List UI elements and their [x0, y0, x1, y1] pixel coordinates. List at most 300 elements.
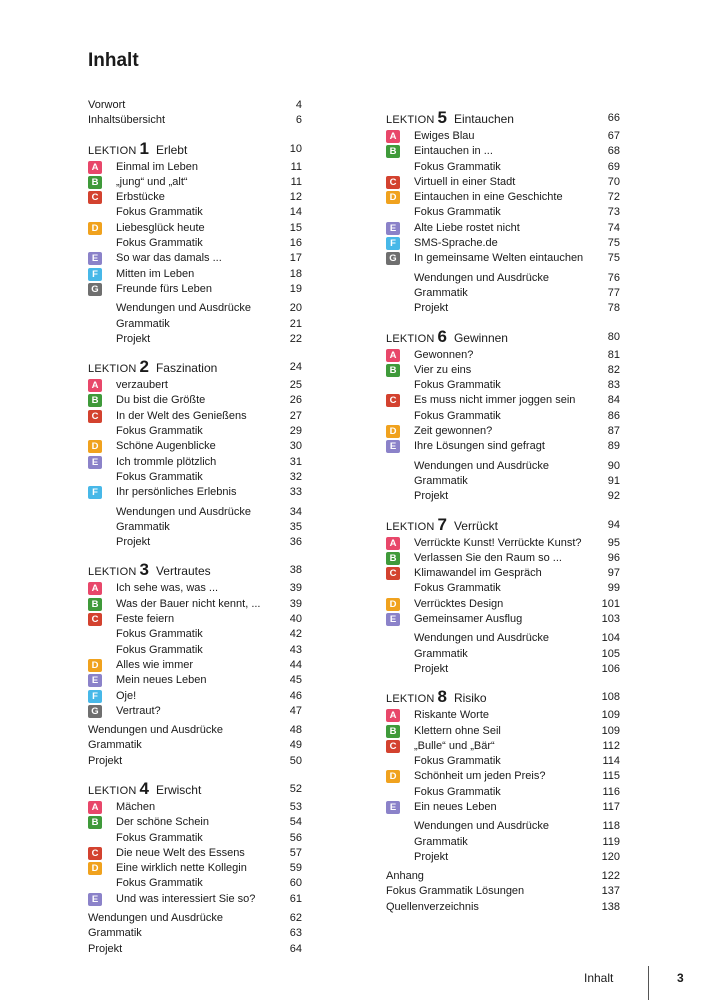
- entry-title: Vorwort: [88, 99, 126, 111]
- section-badge: A: [386, 130, 400, 143]
- toc-right-column: [386, 98, 620, 915]
- page-number: 17: [289, 252, 302, 265]
- toc-entry[interactable]: [88, 160, 302, 175]
- page-number: 67: [607, 130, 620, 142]
- toc-entry[interactable]: [88, 581, 302, 596]
- toc-entry[interactable]: [88, 704, 302, 719]
- toc-entry[interactable]: [386, 884, 620, 899]
- entry-title: Projekt: [414, 302, 449, 315]
- lesson-label: LEKTION: [88, 566, 137, 579]
- toc-entry[interactable]: [88, 892, 302, 907]
- page-number: 24: [289, 361, 302, 374]
- toc-entry[interactable]: [88, 658, 302, 673]
- section-badge: B: [88, 176, 102, 189]
- page-number: 22: [289, 332, 302, 345]
- section-badge: G: [386, 252, 400, 265]
- section-badge: B: [88, 816, 102, 829]
- section-badge: E: [88, 252, 102, 265]
- page-number: 109: [601, 724, 620, 737]
- toc-entry[interactable]: [88, 926, 302, 941]
- page-number: 47: [289, 704, 302, 717]
- lesson-title: Vertrautes: [155, 564, 211, 579]
- entry-title: Vertraut?: [116, 704, 161, 717]
- toc-entry[interactable]: [88, 190, 302, 205]
- page-number: 74: [607, 221, 620, 234]
- toc-entry[interactable]: [88, 378, 302, 393]
- entry-title: Ich sehe was, was ...: [116, 582, 219, 595]
- entry-title: Die neue Welt des Essens: [116, 846, 245, 859]
- toc-entry[interactable]: [88, 98, 302, 113]
- toc-entry[interactable]: [386, 251, 620, 266]
- toc-entry[interactable]: [88, 800, 302, 815]
- page-number: 99: [607, 582, 620, 595]
- entry-title: So war das damals ...: [116, 252, 222, 265]
- toc-entry[interactable]: [88, 175, 302, 190]
- page-number: 33: [289, 486, 302, 499]
- section-badge: F: [88, 486, 102, 499]
- entry-title: Liebesglück heute: [116, 221, 205, 234]
- section-badge: E: [386, 222, 400, 235]
- toc-entry[interactable]: [386, 708, 620, 723]
- page-number: 117: [602, 800, 620, 813]
- page-number: 75: [607, 237, 620, 250]
- entry-title: Fokus Grammatik Lösungen: [386, 885, 525, 898]
- entry-title: Projekt: [88, 754, 123, 767]
- entry-title: Ein neues Leben: [414, 800, 497, 813]
- lesson-number: 5: [437, 108, 447, 127]
- lesson-label: LEKTION: [386, 114, 435, 126]
- page-number: 82: [607, 363, 620, 376]
- entry-title: Eintauchen in eine Geschichte: [414, 191, 563, 204]
- lesson-number: 6: [437, 326, 447, 346]
- toc-entry[interactable]: [386, 190, 620, 205]
- entry-title: Gemeinsamer Ausflug: [414, 613, 523, 626]
- entry-title: Klimawandel im Gespräch: [414, 567, 542, 580]
- entry-title: Mächen: [116, 800, 156, 813]
- toc-entry[interactable]: [88, 627, 302, 642]
- toc-entry[interactable]: [386, 566, 620, 581]
- toc-entry[interactable]: [88, 205, 302, 220]
- entry-title: SMS-Sprache.de: [414, 237, 498, 250]
- page-number: 30: [289, 440, 302, 453]
- page-number: 43: [289, 643, 302, 656]
- entry-title: Fokus Grammatik: [116, 470, 203, 483]
- entry-title: Fokus Grammatik: [414, 755, 501, 768]
- section-badge: E: [88, 456, 102, 469]
- page-number: 87: [607, 425, 620, 438]
- toc-entry[interactable]: [386, 739, 620, 754]
- page-number: 116: [602, 785, 620, 798]
- page-number: 90: [607, 459, 620, 472]
- page-number: 52: [289, 782, 302, 795]
- page-number: 21: [289, 317, 302, 330]
- section-badge: C: [88, 410, 102, 423]
- page-number: 70: [607, 175, 620, 188]
- toc-entry[interactable]: [88, 409, 302, 424]
- toc-entry[interactable]: [88, 301, 302, 316]
- page-number: 108: [601, 691, 620, 704]
- toc-entry[interactable]: [386, 175, 620, 190]
- toc-entry[interactable]: [88, 754, 302, 769]
- entry-title: Grammatik: [414, 474, 468, 487]
- entry-title: Grammatik: [116, 317, 170, 330]
- page-number: 91: [607, 474, 620, 487]
- toc-entry[interactable]: [386, 129, 620, 144]
- entry-title: Schöne Augenblicke: [116, 440, 216, 453]
- entry-title: Grammatik: [414, 286, 468, 299]
- section-badge: D: [386, 770, 400, 783]
- entry-title: Ewiges Blau: [414, 130, 475, 142]
- entry-title: Grammatik: [414, 835, 468, 848]
- page-number: 92: [607, 490, 620, 503]
- toc-entry[interactable]: [88, 876, 302, 891]
- section-badge: D: [386, 598, 400, 611]
- lesson-label: LEKTION: [386, 332, 435, 345]
- page-number: 49: [289, 739, 302, 752]
- toc-entry[interactable]: [386, 900, 620, 915]
- toc-entry[interactable]: [88, 738, 302, 753]
- page-number: 12: [289, 191, 302, 204]
- entry-title: Projekt: [414, 850, 449, 863]
- section-badge: B: [386, 364, 400, 377]
- page-number: 137: [601, 885, 620, 898]
- entry-title: Fokus Grammatik: [414, 160, 501, 173]
- section-badge: A: [88, 582, 102, 595]
- entry-title: Wendungen und Ausdrücke: [116, 302, 251, 315]
- page-number: 120: [601, 850, 620, 863]
- section-badge: F: [88, 690, 102, 703]
- page-number: 63: [289, 927, 302, 940]
- page-number: 95: [607, 536, 620, 549]
- entry-title: Verlassen Sie den Raum so ...: [414, 551, 562, 564]
- section-badge: A: [386, 537, 400, 550]
- toc-entry[interactable]: [386, 301, 620, 316]
- page-number: 35: [289, 520, 302, 533]
- toc-entry[interactable]: [386, 724, 620, 739]
- footer-label: Inhalt: [584, 971, 614, 985]
- toc-entry[interactable]: [88, 221, 302, 236]
- toc-entry[interactable]: [88, 251, 302, 266]
- entry-title: „Bulle“ und „Bär“: [414, 739, 495, 752]
- toc-entry[interactable]: [386, 819, 620, 834]
- toc-entry[interactable]: [88, 485, 302, 500]
- toc-entry[interactable]: [386, 581, 620, 596]
- toc-entry[interactable]: [386, 662, 620, 677]
- page-number: 64: [289, 942, 302, 955]
- page-number: 97: [607, 567, 620, 580]
- lesson-heading[interactable]: [88, 778, 302, 800]
- section-badge: C: [386, 567, 400, 580]
- entry-title: Wendungen und Ausdrücke: [414, 271, 549, 284]
- toc-entry[interactable]: [88, 236, 302, 251]
- entry-title: Verrückte Kunst! Verrückte Kunst?: [414, 536, 582, 549]
- toc-entry[interactable]: [386, 536, 620, 551]
- section-badge: B: [88, 394, 102, 407]
- lesson-heading[interactable]: [386, 514, 620, 536]
- page-number: 94: [607, 518, 620, 531]
- section-badge: A: [386, 349, 400, 362]
- toc-entry[interactable]: [88, 424, 302, 439]
- section-badge: C: [386, 740, 400, 753]
- toc-entry[interactable]: [386, 869, 620, 884]
- section-badge: C: [386, 176, 400, 189]
- lesson-label: LEKTION: [88, 363, 137, 376]
- lesson-heading[interactable]: [88, 138, 302, 160]
- entry-title: Wendungen und Ausdrücke: [88, 912, 223, 925]
- section-badge: D: [88, 659, 102, 672]
- section-badge: A: [88, 379, 102, 392]
- page-number: 105: [601, 647, 620, 660]
- entry-title: Mein neues Leben: [116, 674, 207, 687]
- section-badge: E: [386, 440, 400, 453]
- section-badge: A: [88, 801, 102, 814]
- page-number: 31: [289, 455, 302, 468]
- page-number: 138: [601, 900, 620, 913]
- entry-title: Fokus Grammatik: [414, 785, 501, 798]
- toc-entry[interactable]: [386, 144, 620, 159]
- entry-title: In gemeinsame Welten eintauchen: [414, 252, 584, 265]
- page-number: 61: [289, 892, 302, 905]
- section-badge: E: [88, 893, 102, 906]
- lesson-title: Erwischt: [155, 782, 202, 797]
- page-number: 38: [289, 564, 302, 577]
- entry-title: Fokus Grammatik: [414, 379, 501, 392]
- lesson-label: LEKTION: [88, 144, 137, 157]
- entry-title: Einmal im Leben: [116, 160, 198, 173]
- toc-entry[interactable]: [386, 271, 620, 286]
- page-number: 76: [607, 271, 620, 284]
- entry-title: Fokus Grammatik: [116, 206, 203, 219]
- entry-title: Alte Liebe rostet nicht: [414, 221, 520, 234]
- page-number: 77: [607, 286, 620, 299]
- entry-title: Verrücktes Design: [414, 597, 504, 610]
- toc-entry[interactable]: [88, 113, 302, 128]
- lesson-title: Eintauchen: [453, 112, 514, 126]
- toc-entry[interactable]: [386, 286, 620, 301]
- entry-title: Wendungen und Ausdrücke: [414, 820, 549, 833]
- page-number: 96: [607, 551, 620, 564]
- toc-entry[interactable]: [386, 769, 620, 784]
- page-number: 44: [289, 658, 302, 671]
- page-number: 78: [607, 302, 620, 315]
- toc-entry[interactable]: [88, 317, 302, 332]
- page-number: 11: [290, 175, 302, 188]
- section-badge: A: [88, 161, 102, 174]
- entry-title: Es muss nicht immer joggen sein: [414, 394, 576, 407]
- page-number: 81: [607, 348, 620, 361]
- section-badge: D: [88, 222, 102, 235]
- footer-divider: [648, 966, 649, 1000]
- section-badge: D: [386, 425, 400, 438]
- toc-entry[interactable]: [386, 439, 620, 454]
- toc-entry[interactable]: [386, 551, 620, 566]
- page-number: 57: [289, 846, 302, 859]
- page-number: 62: [289, 912, 302, 925]
- toc-entry[interactable]: [386, 424, 620, 439]
- page-number: 26: [289, 394, 302, 407]
- section-badge: D: [88, 862, 102, 875]
- toc-entry[interactable]: [386, 236, 620, 251]
- page-number: 36: [289, 536, 302, 549]
- toc-entry[interactable]: [88, 282, 302, 297]
- page-number: 69: [607, 160, 620, 173]
- toc-entry[interactable]: [88, 535, 302, 550]
- toc-entry[interactable]: [386, 800, 620, 815]
- toc-entry[interactable]: [386, 205, 620, 220]
- page-number: 45: [289, 674, 302, 687]
- toc-entry[interactable]: [88, 846, 302, 861]
- page-number: 39: [289, 597, 302, 610]
- entry-title: Projekt: [414, 490, 449, 503]
- page-number: 75: [607, 252, 620, 265]
- toc-entry[interactable]: [88, 942, 302, 957]
- page-number: 83: [607, 379, 620, 392]
- page-number: 54: [289, 816, 302, 829]
- lesson-heading[interactable]: [88, 356, 302, 378]
- section-badge: B: [88, 598, 102, 611]
- toc-entry[interactable]: [88, 673, 302, 688]
- entry-title: Projekt: [414, 662, 449, 675]
- toc-entry[interactable]: [386, 850, 620, 865]
- toc-entry[interactable]: [88, 439, 302, 454]
- entry-title: Was der Bauer nicht kennt, ...: [116, 597, 261, 610]
- lesson-label: LEKTION: [88, 784, 137, 797]
- lesson-title: Faszination: [155, 361, 218, 376]
- lesson-label: LEKTION: [386, 693, 435, 706]
- toc-entry[interactable]: [386, 754, 620, 769]
- page-number: 115: [602, 770, 620, 783]
- entry-title: Freunde fürs Leben: [116, 282, 213, 295]
- section-badge: E: [386, 801, 400, 814]
- section-badge: F: [386, 237, 400, 250]
- page-number: 27: [289, 409, 302, 422]
- entry-title: Wendungen und Ausdrücke: [116, 505, 251, 518]
- toc-entry[interactable]: [386, 348, 620, 363]
- toc-entry[interactable]: [386, 489, 620, 504]
- toc-entry[interactable]: [386, 785, 620, 800]
- entry-title: Du bist die Größte: [116, 394, 206, 407]
- section-badge: B: [386, 145, 400, 158]
- page-number: 112: [602, 739, 620, 752]
- entry-title: Eintauchen in ...: [414, 145, 493, 158]
- entry-title: Klettern ohne Seil: [414, 724, 501, 737]
- page-number: 86: [607, 409, 620, 422]
- toc-entry[interactable]: [88, 267, 302, 282]
- toc-entry[interactable]: [386, 221, 620, 236]
- entry-title: Fokus Grammatik: [116, 643, 203, 656]
- lesson-number: 2: [139, 357, 149, 377]
- entry-title: Mitten im Leben: [116, 267, 195, 280]
- lesson-number: 8: [437, 687, 447, 707]
- toc-entry[interactable]: [386, 647, 620, 662]
- lesson-heading[interactable]: [386, 686, 620, 708]
- toc-entry[interactable]: [386, 363, 620, 378]
- toc-entry[interactable]: [386, 612, 620, 627]
- section-badge: A: [386, 709, 400, 722]
- toc-entry[interactable]: [386, 459, 620, 474]
- toc-entry[interactable]: [88, 597, 302, 612]
- lesson-heading[interactable]: [386, 107, 620, 129]
- page-number: 16: [289, 237, 302, 250]
- section-badge: B: [386, 725, 400, 738]
- toc-entry[interactable]: [88, 643, 302, 658]
- lesson-title: Gewinnen: [453, 330, 508, 345]
- entry-title: Fokus Grammatik: [414, 582, 501, 595]
- toc-entry[interactable]: [386, 378, 620, 393]
- page-number: 59: [289, 862, 302, 875]
- toc-entry[interactable]: [88, 723, 302, 738]
- toc-entry[interactable]: [88, 470, 302, 485]
- entry-title: Fokus Grammatik: [116, 425, 203, 438]
- footer-page-number: 3: [677, 971, 684, 985]
- entry-title: Ihr persönliches Erlebnis: [116, 486, 237, 499]
- toc-entry[interactable]: [386, 597, 620, 612]
- toc-entry[interactable]: [88, 689, 302, 704]
- toc-entry[interactable]: [88, 455, 302, 470]
- toc-entry[interactable]: [88, 393, 302, 408]
- entry-title: Projekt: [116, 332, 151, 345]
- toc-entry[interactable]: [88, 505, 302, 520]
- page-number: 14: [289, 206, 302, 219]
- section-badge: C: [88, 191, 102, 204]
- entry-title: Gewonnen?: [414, 348, 474, 361]
- section-badge: E: [386, 613, 400, 626]
- page-number: 39: [289, 582, 302, 595]
- page-number: 15: [289, 221, 302, 234]
- entry-title: Virtuell in einer Stadt: [414, 175, 516, 188]
- entry-title: Fokus Grammatik: [116, 877, 203, 890]
- lesson-heading[interactable]: [88, 559, 302, 581]
- entry-title: Ich trommle plötzlich: [116, 455, 217, 468]
- entry-title: verzaubert: [116, 379, 168, 392]
- page-number: 10: [289, 142, 302, 155]
- toc-entry[interactable]: [386, 160, 620, 175]
- page-number: 109: [601, 709, 620, 722]
- toc-entry[interactable]: [88, 831, 302, 846]
- lesson-heading[interactable]: [386, 326, 620, 348]
- toc-entry[interactable]: [88, 612, 302, 627]
- entry-title: „jung“ und „alt“: [116, 175, 188, 188]
- page-number: 68: [607, 145, 620, 158]
- toc-entry[interactable]: [88, 520, 302, 535]
- page-number: 32: [289, 470, 302, 483]
- section-badge: G: [88, 283, 102, 296]
- page-title: Inhalt: [88, 50, 139, 71]
- toc-entry[interactable]: [88, 815, 302, 830]
- toc-entry[interactable]: [386, 409, 620, 424]
- entry-title: Oje!: [116, 689, 137, 702]
- entry-title: Erbstücke: [116, 191, 165, 204]
- entry-title: Zeit gewonnen?: [414, 425, 493, 438]
- toc-entry[interactable]: [88, 911, 302, 926]
- toc-entry[interactable]: [386, 631, 620, 646]
- toc-entry[interactable]: [386, 835, 620, 850]
- toc-entry[interactable]: [386, 393, 620, 408]
- page-number: 46: [289, 689, 302, 702]
- toc-entry[interactable]: [88, 332, 302, 347]
- entry-title: Fokus Grammatik: [116, 831, 203, 844]
- section-badge: F: [88, 268, 102, 281]
- toc-entry[interactable]: [386, 474, 620, 489]
- page-number: 73: [607, 206, 620, 219]
- section-badge: E: [88, 674, 102, 687]
- page-number: 40: [289, 613, 302, 626]
- toc-entry[interactable]: [88, 861, 302, 876]
- entry-title: Wendungen und Ausdrücke: [88, 724, 223, 737]
- entry-title: Grammatik: [88, 739, 142, 752]
- lesson-number: 3: [139, 560, 149, 580]
- page-number: 60: [289, 877, 302, 890]
